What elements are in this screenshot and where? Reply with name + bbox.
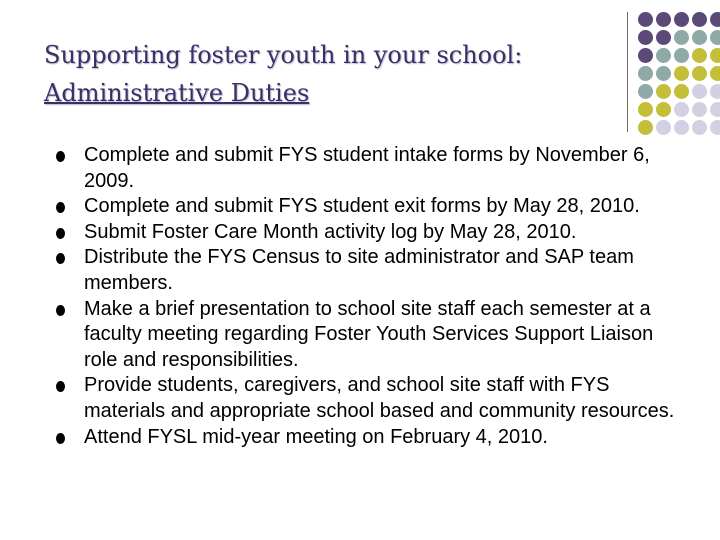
decorative-dot — [692, 66, 707, 81]
bullet-list — [52, 143, 692, 450]
decorative-dot-grid — [634, 10, 720, 140]
decorative-dot — [656, 120, 671, 135]
decorative-dot — [674, 84, 689, 99]
decorative-dot — [674, 30, 689, 45]
bullet-text: Distribute the FYS Census to site administrator and SAP team members. — [84, 246, 634, 294]
decorative-dot — [656, 102, 671, 117]
title-line-1: Supporting foster youth in your school: — [44, 41, 523, 69]
decorative-dot — [710, 84, 720, 99]
decorative-dot — [692, 84, 707, 99]
bullet-icon — [56, 151, 65, 162]
vertical-divider — [627, 12, 628, 132]
title-line-2: Administrative Duties — [44, 79, 310, 107]
bullet-text: Complete and submit FYS student exit forms by May 28, 2010. — [84, 195, 640, 218]
bullet-icon — [56, 381, 65, 392]
bullet-item — [52, 297, 692, 374]
bullet-text: Make a brief presentation to school site staff each semester at a faculty meeting regarding Foster Youth Services Support Liaison role and responsibilities. — [84, 297, 654, 371]
decorative-dot — [692, 12, 707, 27]
decorative-dot — [710, 30, 720, 45]
decorative-dot — [710, 48, 720, 63]
decorative-dot — [674, 120, 689, 135]
decorative-dot — [638, 48, 653, 63]
decorative-dot — [710, 66, 720, 81]
bullet-item — [52, 194, 692, 220]
decorative-dot — [656, 84, 671, 99]
decorative-dot — [692, 30, 707, 45]
bullet-icon — [56, 228, 65, 239]
decorative-dot — [638, 30, 653, 45]
decorative-dot — [638, 12, 653, 27]
decorative-dot — [692, 48, 707, 63]
decorative-dot — [638, 84, 653, 99]
bullet-text: Complete and submit FYS student intake forms by November 6, 2009. — [84, 144, 650, 192]
bullet-icon — [56, 202, 65, 213]
decorative-dot — [638, 120, 653, 135]
decorative-dot — [674, 48, 689, 63]
decorative-dot — [710, 12, 720, 27]
bullet-text: Submit Foster Care Month activity log by May 28, 2010. — [84, 220, 577, 243]
bullet-item — [52, 425, 692, 451]
bullet-icon — [56, 305, 65, 316]
decorative-dot — [674, 102, 689, 117]
bullet-item — [52, 143, 692, 194]
decorative-dot — [656, 66, 671, 81]
decorative-dot — [656, 48, 671, 63]
bullet-item — [52, 220, 692, 246]
decorative-dot — [674, 12, 689, 27]
slide-title — [44, 36, 604, 112]
bullet-item — [52, 373, 692, 424]
bullet-icon — [56, 433, 65, 444]
decorative-dot — [674, 66, 689, 81]
bullet-item — [52, 245, 692, 296]
bullet-icon — [56, 253, 65, 264]
bullet-text: Provide students, caregivers, and school site staff with FYS materials and appropriate school based and community resources. — [84, 374, 675, 422]
decorative-dot — [638, 66, 653, 81]
decorative-dot — [692, 120, 707, 135]
decorative-dot — [692, 102, 707, 117]
decorative-dot — [638, 102, 653, 117]
decorative-dot — [710, 102, 720, 117]
bullet-text: Attend FYSL mid-year meeting on February 4, 2010. — [84, 425, 548, 448]
decorative-dot — [656, 12, 671, 27]
decorative-dot — [656, 30, 671, 45]
decorative-dot — [710, 120, 720, 135]
